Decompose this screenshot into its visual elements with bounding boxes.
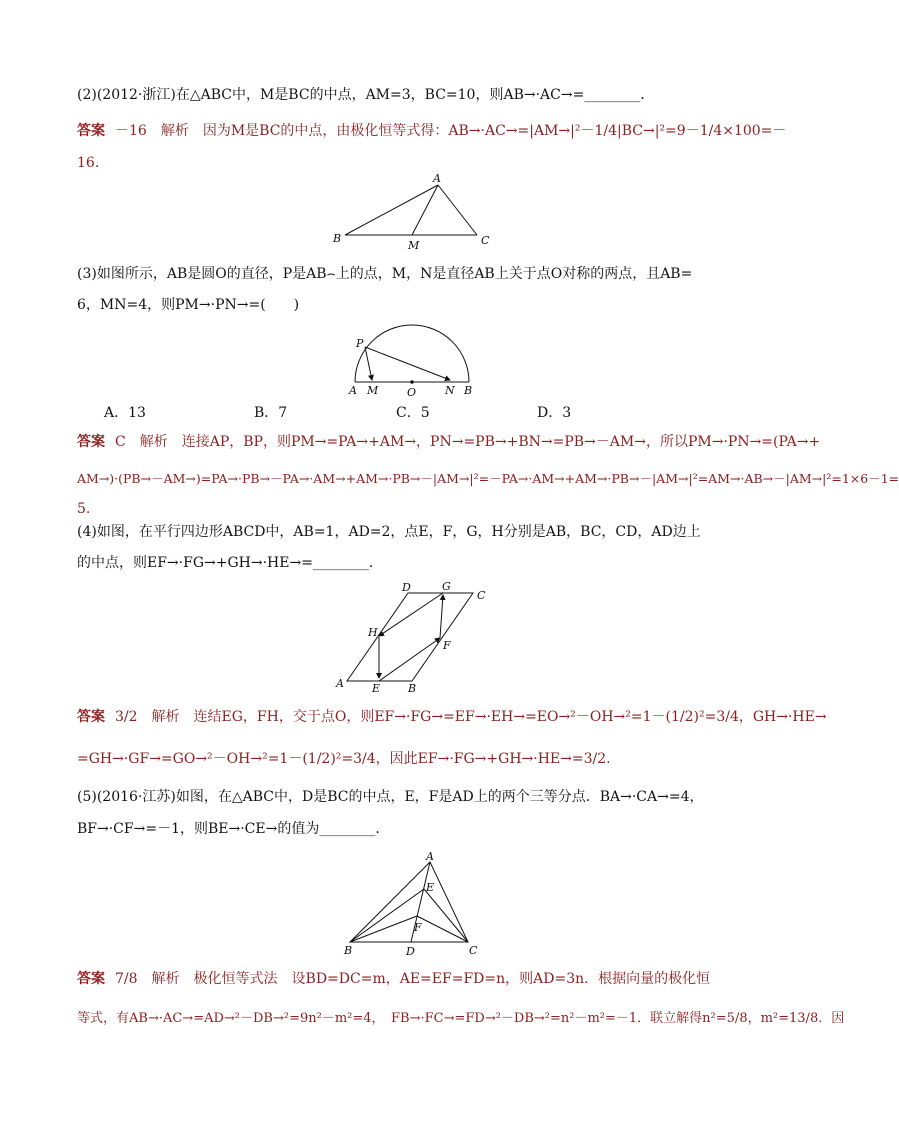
label-c: C <box>469 944 478 957</box>
label-b: B <box>464 384 473 397</box>
answer-tag: 答案 <box>77 434 105 450</box>
label-a: A <box>336 677 344 690</box>
vector-pm <box>365 347 372 380</box>
label-p: P <box>356 337 364 350</box>
label-o: O <box>407 386 417 399</box>
q4-stem-1: (4)如图，在平行四边形ABCD中，AB=1，AD=2，点E，F，G，H分别是AB，BC，CD，AD边上 <box>77 524 701 540</box>
q5-stem-1: (5)(2016·江苏)如图，在△ABC中，D是BC的中点，E，F是AD上的两个三等分点．BA→·CA→=4， <box>77 789 704 805</box>
option-a: A．13 <box>104 405 146 421</box>
q4-stem-2: 的中点，则EF→·FG→+GH→·HE→=________． <box>77 555 383 571</box>
q5-answer-text-1: 7/8 解析 极化恒等式法 设BD=DC=m，AE=EF=FD=n，则AD=3n．根据向量的极化恒 <box>115 971 711 987</box>
label-d: D <box>406 945 415 958</box>
segment-ce <box>424 889 468 942</box>
semicircle-arc <box>355 325 469 382</box>
segment-ac <box>438 185 477 235</box>
q3-answer-3: 5. <box>77 501 91 517</box>
label-a: A <box>426 850 434 863</box>
q5-answer-2: 等式，有AB→·AC→=AD→²－DB→²=9n²－m²=4， FB→·FC→=FD→²－DB→²=n²－m²=－1．联立解得n²=5/8，m²=13/8．因 <box>77 1011 845 1026</box>
figure-triangle-abc <box>325 172 500 252</box>
parallelogram-abcd <box>347 593 473 681</box>
triangle-abc <box>350 862 468 942</box>
label-n: N <box>445 384 455 397</box>
label-m: M <box>367 384 379 397</box>
segment-bf <box>350 916 417 942</box>
label-h: H <box>368 626 378 639</box>
label-b: B <box>333 232 342 245</box>
figure-triangle-trisection <box>335 848 485 960</box>
vector-fg <box>440 595 443 638</box>
q2-answer-end: 16. <box>77 155 100 171</box>
option-d: D．3 <box>537 405 572 421</box>
center-o-dot <box>410 380 414 384</box>
label-b: B <box>408 682 417 695</box>
option-c: C．5 <box>396 405 430 421</box>
q3-answer-1 <box>77 433 821 451</box>
label-f: F <box>414 921 422 934</box>
answer-tag: 答案 <box>77 709 105 725</box>
label-e: E <box>426 881 435 894</box>
q2-answer <box>77 122 787 140</box>
q3-stem-1: (3)如图所示，AB是圆O的直径，P是AB⌢上的点，M，N是直径AB上关于点O对称的两点，且AB= <box>77 266 693 282</box>
label-b: B <box>344 944 353 957</box>
label-f: F <box>443 639 451 652</box>
q3-answer-2: AM→)·(PB→－AM→)=PA→·PB→－PA→·AM→+AM→·PB→－|AM→|²=－PA→·AM→+AM→·PB→－|AM→|²=AM→·AB→－|AM→|²=1×6－1= <box>77 471 899 486</box>
q3-answer-text-1: C 解析 连接AP，BP，则PM→=PA→+AM→，PN→=PB→+BN→=PB→－AM→，所以PM→·PN→=(PA→+ <box>115 434 821 450</box>
option-b: B．7 <box>254 405 288 421</box>
label-c: C <box>477 589 486 602</box>
segment-ba <box>345 185 438 235</box>
answer-tag: 答案 <box>77 971 105 987</box>
q5-answer-1 <box>77 970 717 988</box>
vector-gh <box>379 593 443 636</box>
label-e: E <box>372 682 381 695</box>
figure-semicircle <box>340 320 490 400</box>
label-d: D <box>402 581 411 594</box>
vector-pn <box>365 347 450 380</box>
q4-answer-1 <box>77 708 827 726</box>
figure-parallelogram <box>330 578 500 696</box>
label-g: G <box>442 580 451 593</box>
label-a: A <box>349 384 357 397</box>
q4-answer-2: =GH→·GF→=GO→²－OH→²=1－(1/2)²=3/4，因此EF→·FG→+GH→·HE→=3/2. <box>77 751 611 767</box>
q2-answer-text: －16 解析 因为M是BC的中点，由极化恒等式得：AB→·AC→=|AM→|²－1/4|BC→|²=9－1/4×100=－ <box>115 123 787 139</box>
q3-stem-2: 6，MN=4，则PM→·PN→=( ) <box>77 297 300 313</box>
q5-stem-2: BF→·CF→=－1，则BE→·CE→的值为________． <box>77 821 390 837</box>
answer-tag: 答案 <box>77 123 105 139</box>
vector-ef <box>379 638 440 681</box>
q2-stem: (2)(2012·浙江)在△ABC中，M是BC的中点，AM=3，BC=10，则AB→·AC→=________． <box>77 87 655 103</box>
label-a: A <box>433 172 441 185</box>
q4-answer-text-1: 3/2 解析 连结EG，FH，交于点O，则EF→·FG→=EF→·EH→=EO→²－OH→²=1－(1/2)²=3/4，GH→·HE→ <box>115 709 827 725</box>
segment-cf <box>417 916 468 942</box>
label-c: C <box>481 234 490 247</box>
label-m: M <box>408 239 420 252</box>
